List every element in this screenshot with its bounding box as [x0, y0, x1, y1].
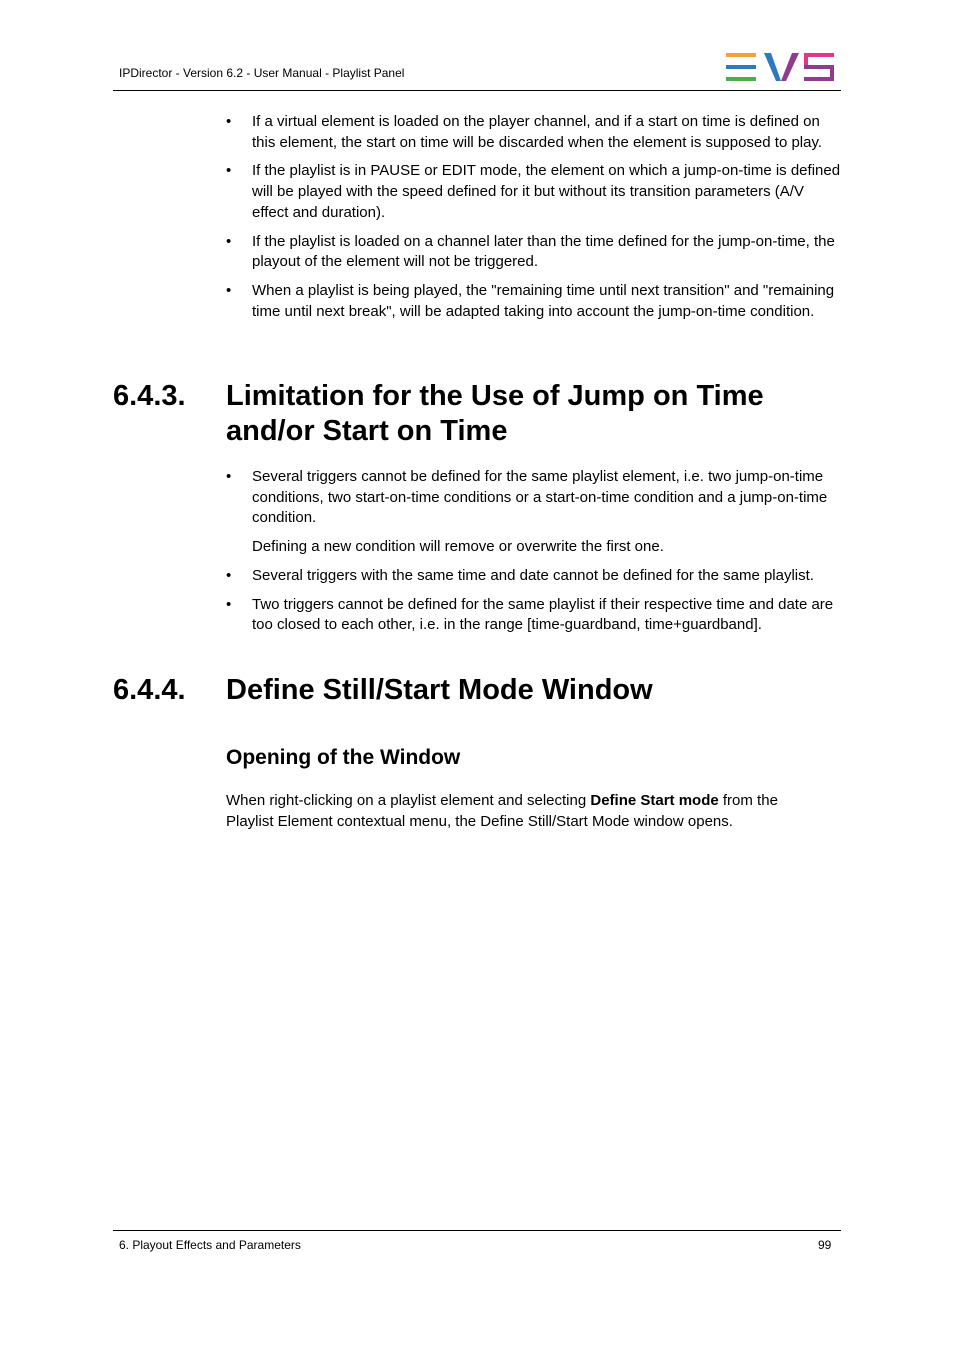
footer-divider — [113, 1230, 841, 1231]
section-title: Limitation for the Use of Jump on Time and/or Start on Time — [226, 380, 764, 447]
bullet-subtext: Defining a new condition will remove or overwrite the first one. — [252, 538, 664, 556]
section-title: Define Still/Start Mode Window — [226, 674, 653, 706]
intro-bullet-list — [226, 112, 842, 330]
bullet-marker: • — [226, 162, 232, 180]
evs-logo-v-left — [764, 53, 781, 81]
evs-logo-s-top — [804, 53, 834, 57]
bullet-item: • Two triggers cannot be defined for the same playlist if their respective time and date are too closed to each other, i.e. in the range [time-guardband, time+guardband]. — [226, 595, 834, 634]
header-divider — [113, 90, 841, 91]
bullet-item: • Several triggers with the same time and date cannot be defined for the same playlist. — [226, 566, 842, 587]
body-paragraph: When right-clicking on a playlist element and selecting Define Start mode from the Playlist Element contextual menu, the Define Still/Start Mode window opens. — [226, 792, 778, 830]
bullet-marker: • — [226, 595, 232, 613]
evs-logo — [726, 53, 834, 81]
bullet-marker: • — [226, 232, 232, 250]
evs-logo-s-mid — [804, 65, 834, 69]
evs-logo-s-bot — [804, 77, 834, 81]
bullet-item: • If the playlist is in PAUSE or EDIT mode, the element on which a jump-on-time is defined will be played with the speed defined for it but without its transition parameters (A/V effect and duration). — [226, 162, 841, 221]
evs-logo-e-top — [726, 53, 756, 57]
bullet-item: • If a virtual element is loaded on the player channel, and if a start on time is defined on this element, the start on time will be discarded when the element is supposed to play. — [226, 113, 823, 151]
subheading: Opening of the Window — [226, 746, 461, 769]
bullet-item: • Several triggers cannot be defined for the same playlist element, i.e. two jump-on-time conditions, two start-on-time conditions or a start-on-time condition and a jump-on-time condition. Defining a new condition will remove or overwrite the first one. — [226, 467, 842, 558]
bullet-marker: • — [226, 566, 232, 584]
section-number: 6.4.3. — [113, 380, 186, 412]
bullet-marker: • — [226, 113, 232, 130]
evs-logo-e-mid — [726, 65, 756, 69]
bullet-item: • If the playlist is loaded on a channel later than the time defined for the jump-on-time, the playout of the element will not be triggered. — [226, 232, 835, 271]
bullet-marker: • — [226, 468, 232, 485]
section-643-bullet-list — [226, 467, 842, 644]
running-header: IPDirector - Version 6.2 - User Manual - Playlist Panel — [119, 66, 405, 80]
bullet-item: • When a playlist is being played, the "remaining time until next transition" and "remaining time until next break", will be adapted taking into account the jump-on-time condition. — [226, 281, 835, 320]
bullet-marker: • — [226, 281, 232, 299]
evs-logo-v-right — [781, 53, 799, 81]
section-number: 6.4.4. — [113, 674, 186, 706]
evs-logo-e-bot — [726, 77, 756, 81]
menu-item-reference: Define Start mode — [590, 792, 719, 809]
page-number: 99 — [818, 1238, 832, 1252]
footer-chapter: 6. Playout Effects and Parameters — [119, 1238, 301, 1252]
